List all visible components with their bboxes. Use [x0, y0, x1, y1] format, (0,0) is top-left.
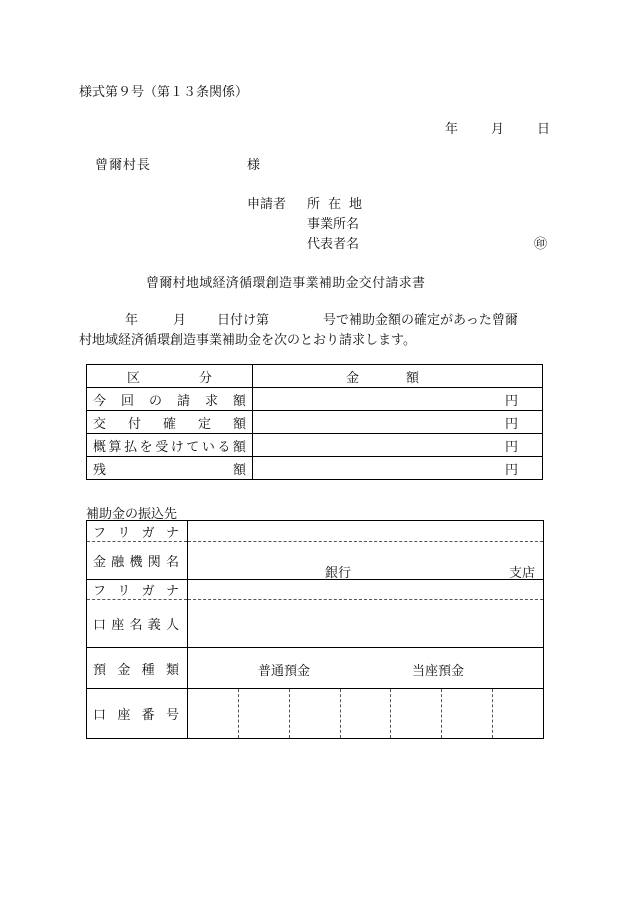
account-holder-row [87, 600, 544, 648]
account-number-label: 口 座 番 号 [93, 708, 179, 723]
body-line2: 村地域経済循環創造事業補助金を次のとおり請求します。 [79, 333, 416, 348]
yen-unit: 円 [504, 439, 518, 455]
deposit-type-label: 預 金 種 類 [93, 662, 179, 678]
amount-advance-received-field[interactable] [253, 434, 543, 457]
account-digit-box[interactable] [290, 689, 341, 738]
bank-suffix: 銀行 [325, 566, 352, 581]
header-category [93, 367, 246, 386]
header-amount-char-1: 金 [346, 370, 360, 386]
date-month: 月 [491, 122, 505, 137]
account-digit-box[interactable] [239, 689, 290, 738]
account-holder-field[interactable] [188, 600, 544, 648]
amount-row-balance [87, 457, 543, 480]
account-digit-box[interactable] [391, 689, 442, 738]
account-holder-label: 口 座 名 義 人 [93, 618, 179, 633]
holder-furigana-field[interactable] [188, 580, 544, 600]
applicant-representative-label: 代表者名 [307, 237, 360, 252]
amount-table-header [87, 365, 543, 388]
header-amount [346, 367, 419, 386]
row-label: 概 算 払 を 受 け て い る 額 [93, 439, 246, 455]
body-year: 年 [125, 313, 139, 328]
row-label: 残 額 [93, 462, 246, 478]
furigana-label: フ リ ガ ナ [93, 525, 179, 541]
amount-row-current-request [87, 388, 543, 411]
bank-furigana-row [87, 521, 544, 542]
body-day-ref: 日付け第 [217, 313, 270, 328]
amount-row-confirmed [87, 411, 543, 434]
body-month: 月 [173, 313, 187, 328]
date-year: 年 [445, 122, 459, 137]
amount-row-advance-received [87, 434, 543, 457]
yen-unit: 円 [504, 393, 518, 409]
header-amount-char-2: 額 [405, 370, 419, 386]
amount-balance-field[interactable] [253, 457, 543, 480]
header-category-char-1: 区 [127, 370, 141, 386]
row-label: 交 付 確 定 額 [93, 416, 246, 432]
furigana-label: フ リ ガ ナ [93, 584, 179, 599]
bank-furigana-field[interactable] [188, 521, 544, 542]
date-day: 日 [537, 122, 551, 137]
branch-suffix: 支店 [508, 566, 535, 581]
applicant-business-label: 事業所名 [307, 217, 360, 232]
yen-unit: 円 [504, 462, 518, 478]
holder-furigana-row [87, 580, 544, 600]
account-digit-box[interactable] [493, 689, 543, 738]
deposit-type-row [87, 648, 544, 689]
bank-caption: 補助金の振込先 [86, 507, 178, 522]
header-category-char-2: 分 [198, 370, 212, 386]
institution-label: 金 融 機 関 名 [93, 555, 179, 570]
account-number-row [87, 689, 544, 739]
amount-confirmed-field[interactable] [253, 411, 543, 434]
row-label: 今 回 の 請 求 額 [93, 393, 246, 409]
honorific: 様 [247, 158, 261, 173]
form-number: 様式第９号（第１３条関係） [79, 85, 249, 100]
deposit-type-ordinary[interactable]: 普通預金 [258, 664, 311, 679]
bank-institution-field[interactable] [188, 542, 544, 580]
amount-current-request-field[interactable] [253, 388, 543, 411]
applicant-label: 申請者 [247, 197, 287, 212]
account-digit-box[interactable] [442, 689, 493, 738]
seal-mark: ㊞ [534, 237, 548, 252]
amount-table [86, 364, 543, 480]
deposit-type-current[interactable]: 当座預金 [412, 664, 465, 679]
account-digit-box[interactable] [341, 689, 392, 738]
bank-institution-row [87, 542, 544, 580]
yen-unit: 円 [504, 416, 518, 432]
account-digit-box[interactable] [188, 689, 239, 738]
applicant-address-label: 所在地 [307, 197, 371, 212]
addressee: 曾爾村長 [95, 158, 152, 173]
account-number-boxes [188, 689, 543, 738]
body-line1-rest: 号で補助金額の確定があった曾爾 [323, 313, 518, 328]
document-title: 曾爾村地域経済循環創造事業補助金交付請求書 [146, 276, 426, 291]
bank-table [86, 520, 544, 739]
